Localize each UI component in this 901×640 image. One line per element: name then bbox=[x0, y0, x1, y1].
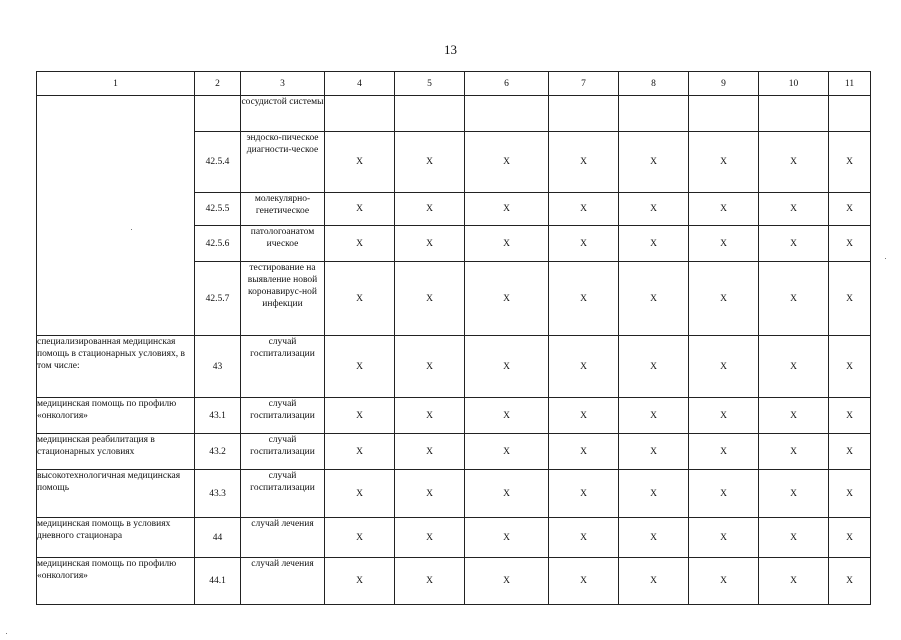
mark-col-5: Х bbox=[395, 226, 465, 262]
mark-col-5: Х bbox=[395, 518, 465, 558]
mark-col-11: Х bbox=[829, 226, 871, 262]
row-code: 42.5.5 bbox=[195, 193, 241, 226]
row-unit: случай лечения bbox=[241, 558, 325, 605]
mark-col-6: Х bbox=[465, 262, 549, 336]
column-number-8: 8 bbox=[619, 72, 689, 96]
mark-col-4: Х bbox=[325, 132, 395, 193]
mark-col-7: Х bbox=[549, 226, 619, 262]
mark-col-9: Х bbox=[689, 262, 759, 336]
mark-col-4: Х bbox=[325, 226, 395, 262]
mark-col-7: Х bbox=[549, 470, 619, 518]
table-row bbox=[37, 434, 871, 470]
mark-col-9: Х bbox=[689, 558, 759, 605]
mark-col-11: Х bbox=[829, 398, 871, 434]
column-number-row bbox=[37, 72, 871, 96]
mark-col-10: Х bbox=[759, 336, 829, 398]
mark-col-9 bbox=[689, 96, 759, 132]
mark-col-7: Х bbox=[549, 336, 619, 398]
mark-col-6: Х bbox=[465, 193, 549, 226]
mark-col-7: Х bbox=[549, 434, 619, 470]
mark-col-9: Х bbox=[689, 470, 759, 518]
mark-col-9: Х bbox=[689, 132, 759, 193]
mark-col-11: Х bbox=[829, 434, 871, 470]
mark-col-5: Х bbox=[395, 262, 465, 336]
row-label: медицинская помощь в условиях дневного стационара bbox=[37, 518, 195, 558]
row-code: 43.2 bbox=[195, 434, 241, 470]
page-number: 13 bbox=[444, 42, 457, 57]
mark-col-4: Х bbox=[325, 398, 395, 434]
mark-col-8: Х bbox=[619, 226, 689, 262]
column-number-1: 1 bbox=[37, 72, 195, 96]
row-code: 44.1 bbox=[195, 558, 241, 605]
row-code: 43.3 bbox=[195, 470, 241, 518]
mark-col-4 bbox=[325, 96, 395, 132]
table-row bbox=[37, 558, 871, 605]
row-unit: эндоско-пическое диагности-ческое bbox=[241, 132, 325, 193]
mark-col-4: Х bbox=[325, 336, 395, 398]
table-body bbox=[37, 72, 871, 605]
mark-col-5: Х bbox=[395, 470, 465, 518]
mark-col-6: Х bbox=[465, 132, 549, 193]
mark-col-10: Х bbox=[759, 434, 829, 470]
row-code bbox=[195, 96, 241, 132]
column-number-4: 4 bbox=[325, 72, 395, 96]
mark-col-11: Х bbox=[829, 518, 871, 558]
row-unit: молекулярно-генетическое bbox=[241, 193, 325, 226]
mark-col-5: Х bbox=[395, 398, 465, 434]
mark-col-5: Х bbox=[395, 132, 465, 193]
mark-col-6: Х bbox=[465, 398, 549, 434]
row-label: медицинская помощь по профилю «онкология» bbox=[37, 558, 195, 605]
scan-speck bbox=[6, 633, 7, 634]
row-unit: случай лечения bbox=[241, 518, 325, 558]
mark-col-9: Х bbox=[689, 518, 759, 558]
mark-col-8: Х bbox=[619, 518, 689, 558]
mark-col-6: Х bbox=[465, 336, 549, 398]
row-unit: случай госпитализации bbox=[241, 434, 325, 470]
table-row bbox=[37, 336, 871, 398]
mark-col-9: Х bbox=[689, 434, 759, 470]
row-label: специализированная медицинская помощь в стационарных условиях, в том числе: bbox=[37, 336, 195, 398]
mark-col-8: Х bbox=[619, 470, 689, 518]
mark-col-11 bbox=[829, 96, 871, 132]
mark-col-6 bbox=[465, 96, 549, 132]
scan-speck bbox=[885, 258, 886, 259]
table-row bbox=[37, 518, 871, 558]
row-label: высокотехнологичная медицинская помощь bbox=[37, 470, 195, 518]
row-code: 42.5.6 bbox=[195, 226, 241, 262]
mark-col-7: Х bbox=[549, 518, 619, 558]
mark-col-4: Х bbox=[325, 262, 395, 336]
column-number-2: 2 bbox=[195, 72, 241, 96]
mark-col-4: Х bbox=[325, 434, 395, 470]
mark-col-7 bbox=[549, 96, 619, 132]
mark-col-6: Х bbox=[465, 434, 549, 470]
column-number-9: 9 bbox=[689, 72, 759, 96]
mark-col-4: Х bbox=[325, 558, 395, 605]
mark-col-8: Х bbox=[619, 336, 689, 398]
mark-col-4: Х bbox=[325, 518, 395, 558]
column-number-11: 11 bbox=[829, 72, 871, 96]
mark-col-5 bbox=[395, 96, 465, 132]
mark-col-6: Х bbox=[465, 558, 549, 605]
row-code: 43.1 bbox=[195, 398, 241, 434]
mark-col-11: Х bbox=[829, 558, 871, 605]
mark-col-10: Х bbox=[759, 470, 829, 518]
mark-col-8: Х bbox=[619, 558, 689, 605]
mark-col-7: Х bbox=[549, 558, 619, 605]
mark-col-5: Х bbox=[395, 558, 465, 605]
mark-col-6: Х bbox=[465, 518, 549, 558]
mark-col-10: Х bbox=[759, 518, 829, 558]
mark-col-6: Х bbox=[465, 226, 549, 262]
mark-col-7: Х bbox=[549, 398, 619, 434]
column-number-10: 10 bbox=[759, 72, 829, 96]
row-unit: случай госпитализации bbox=[241, 470, 325, 518]
mark-col-11: Х bbox=[829, 193, 871, 226]
row-label: медицинская помощь по профилю «онкология» bbox=[37, 398, 195, 434]
mark-col-11: Х bbox=[829, 336, 871, 398]
mark-col-5: Х bbox=[395, 336, 465, 398]
table-row bbox=[37, 470, 871, 518]
row-code: 43 bbox=[195, 336, 241, 398]
mark-col-7: Х bbox=[549, 132, 619, 193]
mark-col-8: Х bbox=[619, 262, 689, 336]
data-table bbox=[36, 71, 871, 605]
mark-col-8: Х bbox=[619, 132, 689, 193]
table-row bbox=[37, 398, 871, 434]
mark-col-4: Х bbox=[325, 193, 395, 226]
mark-col-8: Х bbox=[619, 398, 689, 434]
mark-col-9: Х bbox=[689, 336, 759, 398]
mark-col-6: Х bbox=[465, 470, 549, 518]
mark-col-8: Х bbox=[619, 434, 689, 470]
row-label-merged bbox=[37, 96, 195, 336]
mark-col-10: Х bbox=[759, 262, 829, 336]
mark-col-10: Х bbox=[759, 193, 829, 226]
mark-col-9: Х bbox=[689, 193, 759, 226]
mark-col-10: Х bbox=[759, 398, 829, 434]
row-unit: случай госпитализации bbox=[241, 336, 325, 398]
mark-col-10: Х bbox=[759, 132, 829, 193]
row-code: 42.5.4 bbox=[195, 132, 241, 193]
row-unit: тестирование на выявление новой коронавирус-ной инфекции bbox=[241, 262, 325, 336]
row-unit: случай госпитализации bbox=[241, 398, 325, 434]
column-number-3: 3 bbox=[241, 72, 325, 96]
scan-speck bbox=[131, 229, 132, 230]
row-code: 44 bbox=[195, 518, 241, 558]
mark-col-8: Х bbox=[619, 193, 689, 226]
row-code: 42.5.7 bbox=[195, 262, 241, 336]
row-unit: патологоанатом ическое bbox=[241, 226, 325, 262]
mark-col-8 bbox=[619, 96, 689, 132]
mark-col-11: Х bbox=[829, 262, 871, 336]
row-unit: сосудистой системы bbox=[241, 96, 325, 132]
mark-col-11: Х bbox=[829, 132, 871, 193]
column-number-5: 5 bbox=[395, 72, 465, 96]
mark-col-5: Х bbox=[395, 434, 465, 470]
row-label: медицинская реабилитация в стационарных условиях bbox=[37, 434, 195, 470]
mark-col-9: Х bbox=[689, 398, 759, 434]
mark-col-11: Х bbox=[829, 470, 871, 518]
column-number-6: 6 bbox=[465, 72, 549, 96]
mark-col-4: Х bbox=[325, 470, 395, 518]
table-row bbox=[37, 96, 871, 132]
mark-col-9: Х bbox=[689, 226, 759, 262]
mark-col-7: Х bbox=[549, 193, 619, 226]
column-number-7: 7 bbox=[549, 72, 619, 96]
mark-col-5: Х bbox=[395, 193, 465, 226]
mark-col-10: Х bbox=[759, 226, 829, 262]
mark-col-7: Х bbox=[549, 262, 619, 336]
mark-col-10 bbox=[759, 96, 829, 132]
mark-col-10: Х bbox=[759, 558, 829, 605]
